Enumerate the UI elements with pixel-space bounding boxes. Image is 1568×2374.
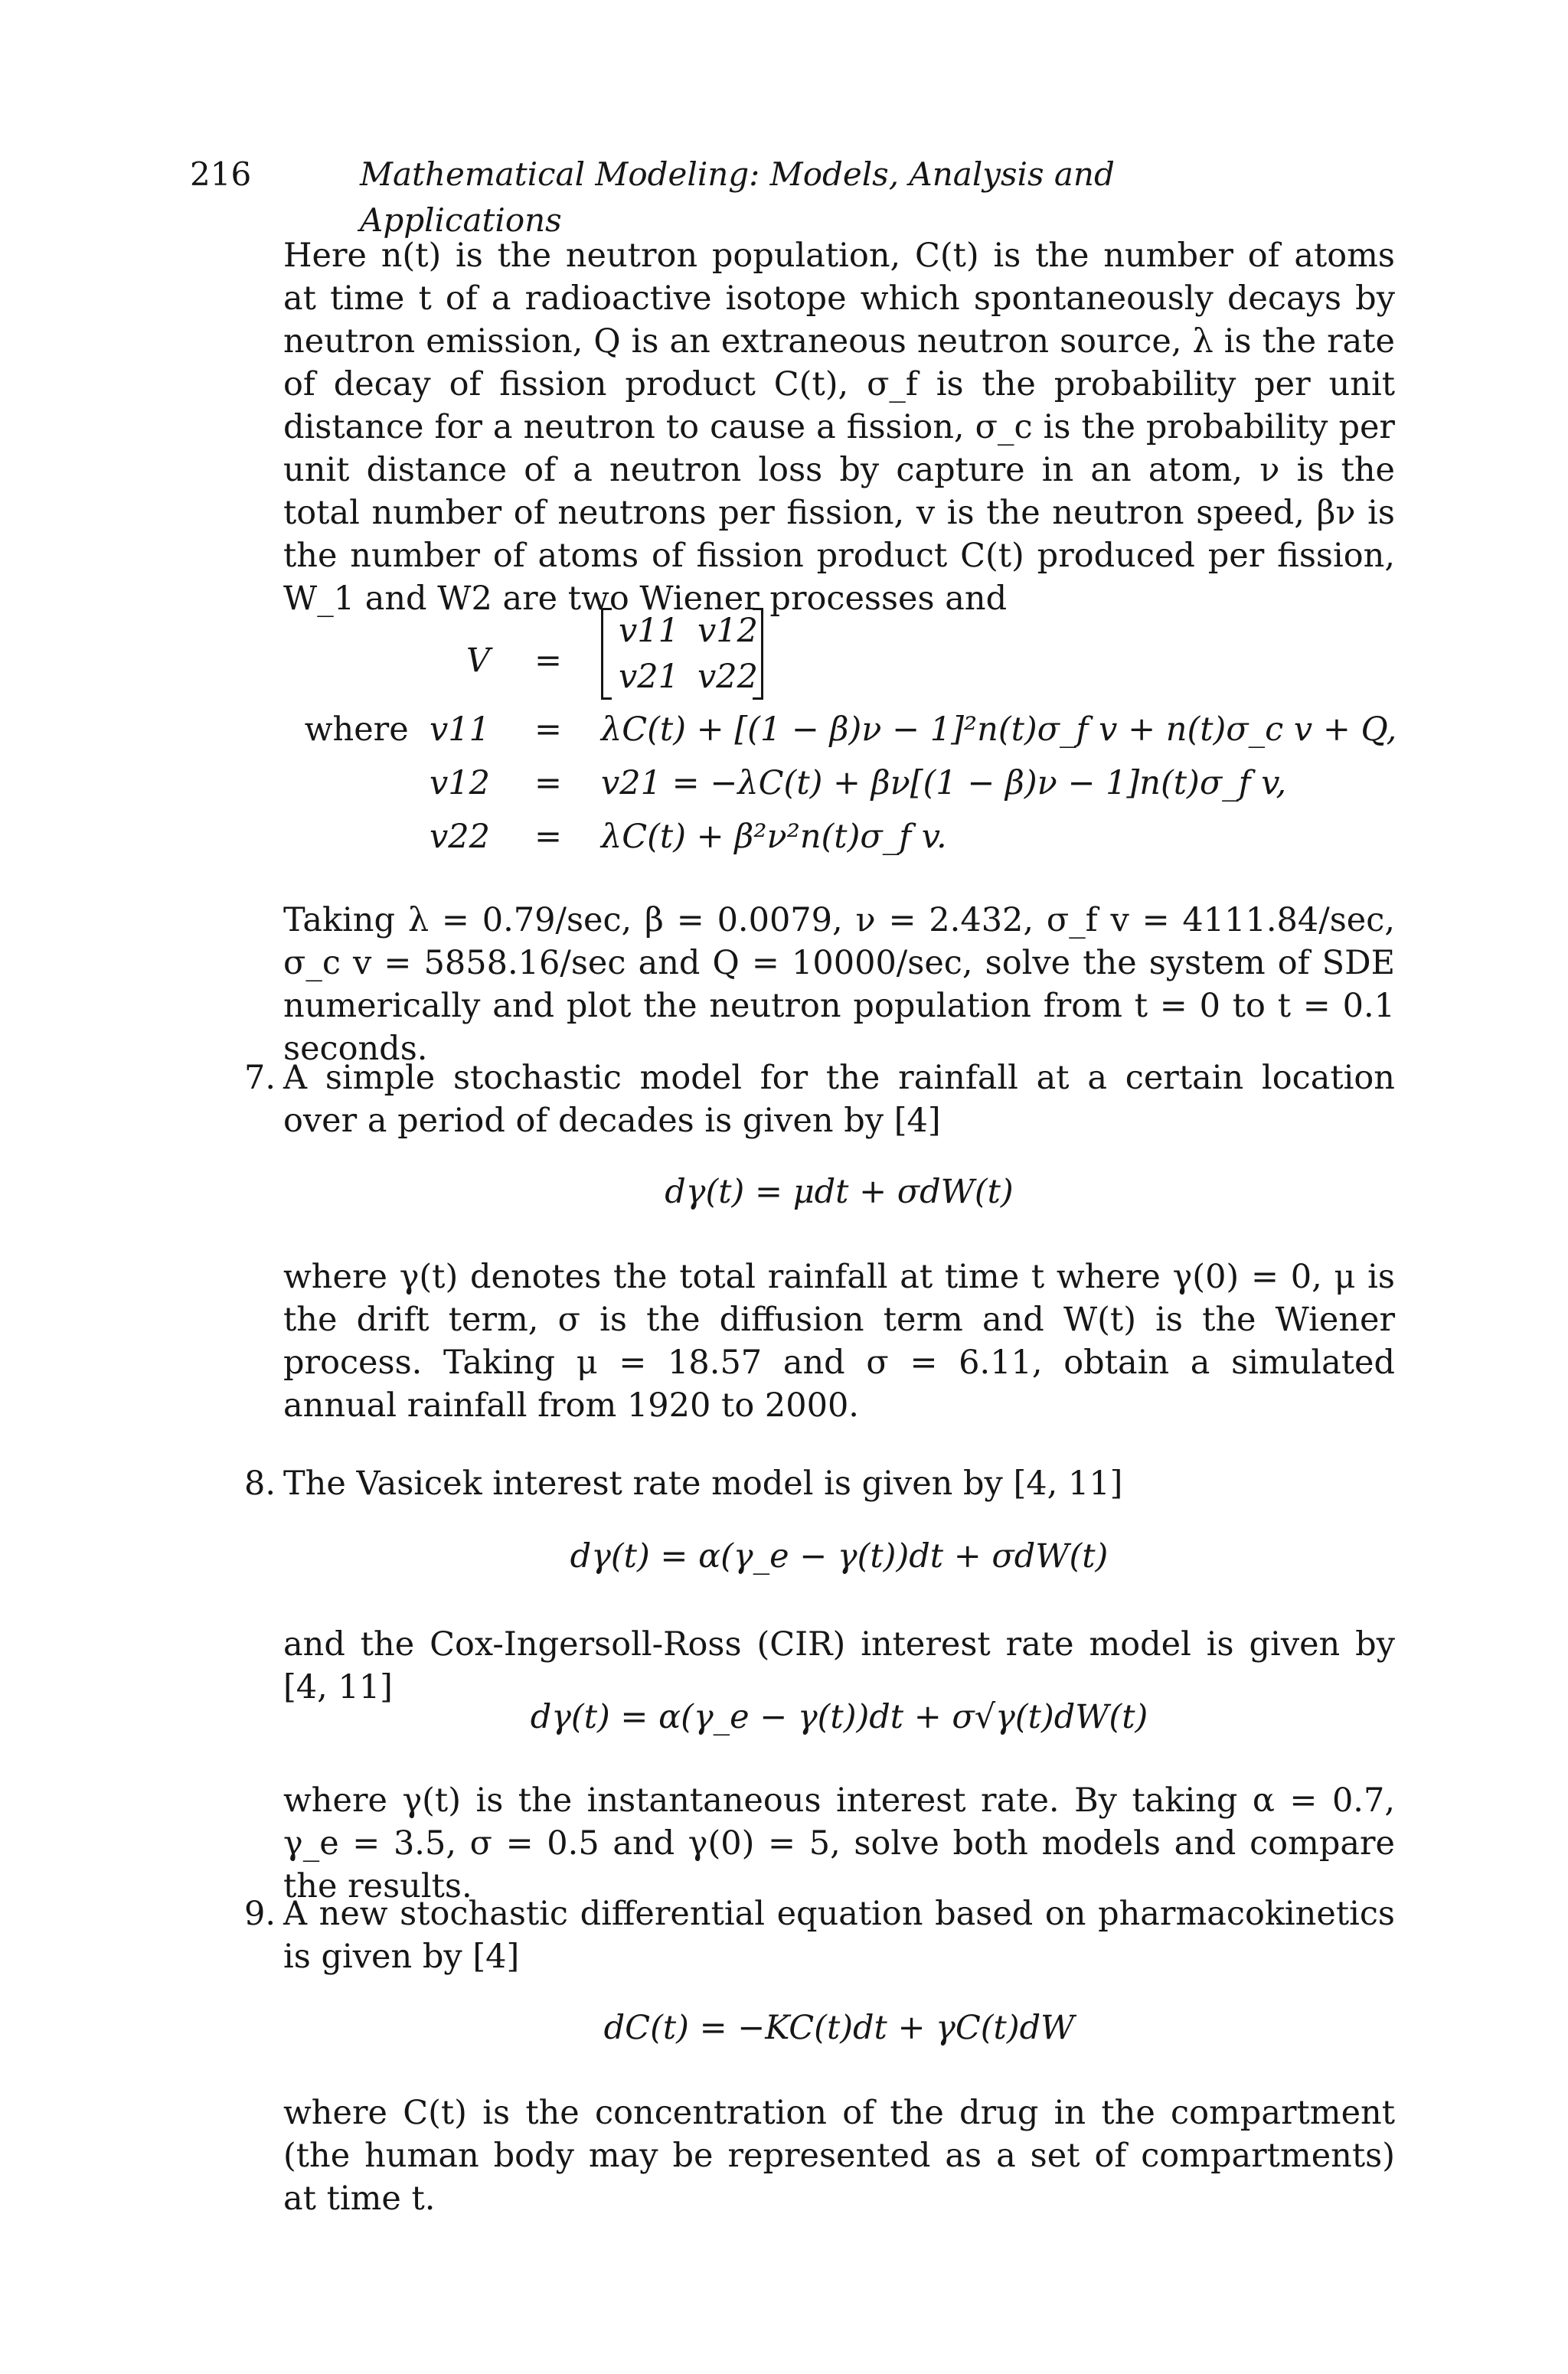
page-number: 216 (190, 155, 252, 193)
matrix-equation-array (304, 605, 1409, 871)
v12-rhs: v21 = −λC(t) + βν[(1 − β)ν − 1]n(t)σ_f v, (601, 764, 1287, 802)
matrix-cell: v11 (619, 612, 680, 650)
equals-sign: = (534, 642, 563, 680)
v22-rhs: λC(t) + β²ν²n(t)σ_f v. (601, 818, 947, 856)
item-number: 7. (243, 1059, 276, 1097)
parameters-paragraph: Taking λ = 0.79/sec, β = 0.0079, ν = 2.432, σ_f v = 4111.84/sec, σ_c v = 5858.16/sec and Q = 10000/sec, solve the system of SDE numerically and plot the neutron population from t = 0 to t = 0.1 seconds. (283, 901, 1395, 1068)
matrix-row (337, 605, 1409, 710)
item-number: 8. (243, 1465, 276, 1503)
v12-lhs: v12 (429, 764, 490, 802)
display-equation-cir: dγ(t) = α(γ_e − γ(t))dt + σ√γ(t)dW(t) (530, 1698, 1148, 1736)
v11-rhs: λC(t) + [(1 − β)ν − 1]²n(t)σ_f v + n(t)σ_c v + Q, (601, 710, 1397, 749)
running-title: Mathematical Modeling: Models, Analysis and Applications (360, 155, 1115, 239)
item-after-text: where γ(t) is the instantaneous interest rate. By taking α = 0.7, γ_e = 3.5, σ = 0.5 and γ(0) = 5, solve both models and compare the results. (283, 1781, 1395, 1905)
matrix-cell: v21 (619, 658, 680, 696)
item-text: The Vasicek interest rate model is given by [4, 11] (283, 1465, 1123, 1503)
equals-sign: = (534, 710, 563, 749)
covariance-matrix (601, 608, 763, 700)
display-equation: dγ(t) = α(γ_e − γ(t))dt + σdW(t) (570, 1537, 1109, 1576)
matrix-lhs: V (466, 642, 490, 680)
v22-lhs: v22 (429, 818, 490, 856)
where-label: where (304, 710, 409, 749)
v12-equation (337, 764, 1409, 818)
item-after-text: where C(t) is the concentration of the drug in the compartment (the human body may be represented as a set of compartments) at time t. (283, 2094, 1395, 2218)
intro-paragraph: Here n(t) is the neutron population, C(t) is the number of atoms at time t of a radioactive isotope which spontaneously decays by neutron emission, Q is an extraneous neutron source, λ is the rate of decay of fission product C(t), σ_f is the probability per unit distance for a neutron to cause a fission, σ_c is the probability per unit distance of a neutron loss by capture in an atom, ν is the total number of neutrons per fission, v is the neutron speed, βν is the number of atoms of fission product C(t) produced per fission, W_1 and W2 are two Wiener processes and (283, 237, 1395, 618)
item-number: 9. (243, 1895, 276, 1933)
item-text: A new stochastic differential equation based on pharmacokinetics is given by [4] (283, 1895, 1395, 1976)
equals-sign: = (534, 818, 563, 856)
display-equation: dγ(t) = μdt + σdW(t) (665, 1173, 1014, 1211)
v22-equation (337, 818, 1409, 871)
equals-sign: = (534, 764, 563, 802)
v11-lhs: where v11 (304, 710, 490, 749)
display-equation: dC(t) = −KC(t)dt + γC(t)dW (603, 2009, 1075, 2047)
v11-equation (304, 710, 1409, 764)
item-middle-text: and the Cox-Ingersoll-Ross (CIR) interest rate model is given by [4, 11] (283, 1625, 1395, 1706)
matrix-cell: v12 (697, 612, 759, 650)
item-text: A simple stochastic model for the rainfall at a certain location over a period of decades is given by [4] (283, 1059, 1395, 1140)
item-after-text: where γ(t) denotes the total rainfall at time t where γ(0) = 0, μ is the drift term, σ is the diffusion term and W(t) is the Wiener process. Taking μ = 18.57 and σ = 6.11, obtain a simulated annual rainfall from 1920 to 2000. (283, 1258, 1395, 1425)
matrix-cell: v22 (697, 658, 759, 696)
